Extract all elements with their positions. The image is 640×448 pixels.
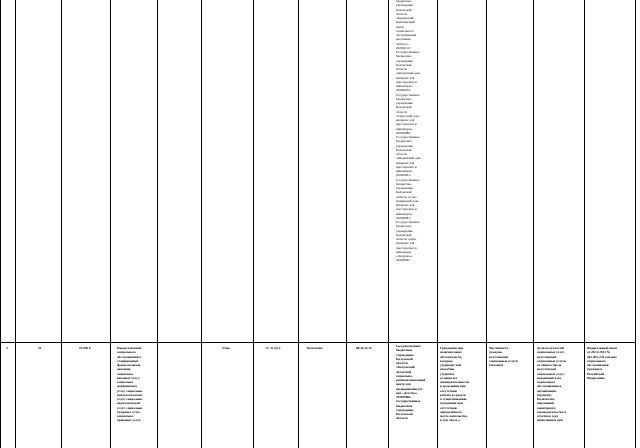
column-border — [584, 0, 585, 448]
volume-indicator: Численность граждан, получающих социальные услуги (человек) — [489, 346, 518, 367]
service-type: О. Услуга — [266, 346, 281, 350]
quality-indicator: Доля получателей социальных услуг, получающих социальные услуги от общего числа получателей социальных услуг, находящихся на социальном обслуживании в организации (процент) Количество нарушений санитарного законодательства в отчетном году, выявленных при — [537, 346, 566, 423]
column-border — [61, 0, 62, 448]
registry-code: 22.038.0 — [79, 346, 91, 350]
okved-code: 88.10.25.32 — [356, 346, 372, 350]
column-border — [486, 0, 487, 448]
service-name: Предоставление социального обслуживания в стационарной форме включая оказание социально- бытовых услуг, социально- медицинских услуг, социально- психологических услуг, социально- педагогических услуг, социально- трудовых услуг, социально- правовых услуг, — [117, 346, 144, 423]
column-border — [533, 0, 534, 448]
column-border — [437, 0, 438, 448]
legal-basis: Федеральный закон от 28.12.2013 № 442-ФЗ «Об основах социального обслуживания граждан в Российской Федерации» — [587, 346, 618, 380]
column-border — [635, 0, 636, 448]
column-border — [298, 0, 299, 448]
column-border — [253, 0, 254, 448]
column-border — [157, 0, 158, 448]
column-border — [201, 0, 202, 448]
row-number: 4 — [6, 346, 8, 350]
recipients-cell: Гражданин при наличии иных обстоятельств, которые ухудшают или способны ухудшить условия его жизнедеятельности и гражданин при отсутствии работы и средств к существованию, гражданин при отсутствии определенного места жительства, в том числе у — [440, 346, 470, 423]
column-border — [0, 0, 1, 448]
column-border — [110, 0, 111, 448]
column-border — [346, 0, 347, 448]
providers-continued-cell: бюджетное учреждение Калужской области «Калужский комплексный центр социального обслуживания населения «Забота» 292D0110; Государственное бюджетное учреждение Калужской области «Калужский дом- интернат для престарелых и инвалидов» 292D0035; Государственное бюджетное учреждение Калужской области «Тарусский дом- интернат для престарелых и инвалидов» 292D0080; Государственное бюджетное учреждение Калужской области «Медынский дом- интернат для престарелых и инвалидов» 292D0091; Государственное бюджетное учреждение Калужской области «Спас- Деменский дом- интернат для престарелых и инвалидов» 292D0081; Государственное бюджетное учреждение Калужской области «Дом- интернат для престарелых и инвалидов «Лазурное» 292D0092 — [396, 0, 422, 263]
column-border — [15, 0, 16, 448]
service-form: Очно — [222, 346, 230, 350]
payment-type: Бесплатно — [307, 346, 323, 350]
providers-cell: Государственное бюджетное учреждение Калужской области «Калужский областной социально- реабилитационный центр для несовершеннолет- них «Детство» 292D0088; государственное бюджетное учреждение Калужской области — [396, 344, 426, 421]
column-border — [388, 0, 389, 448]
row-code: 22 — [38, 346, 42, 350]
row-border — [0, 342, 636, 343]
